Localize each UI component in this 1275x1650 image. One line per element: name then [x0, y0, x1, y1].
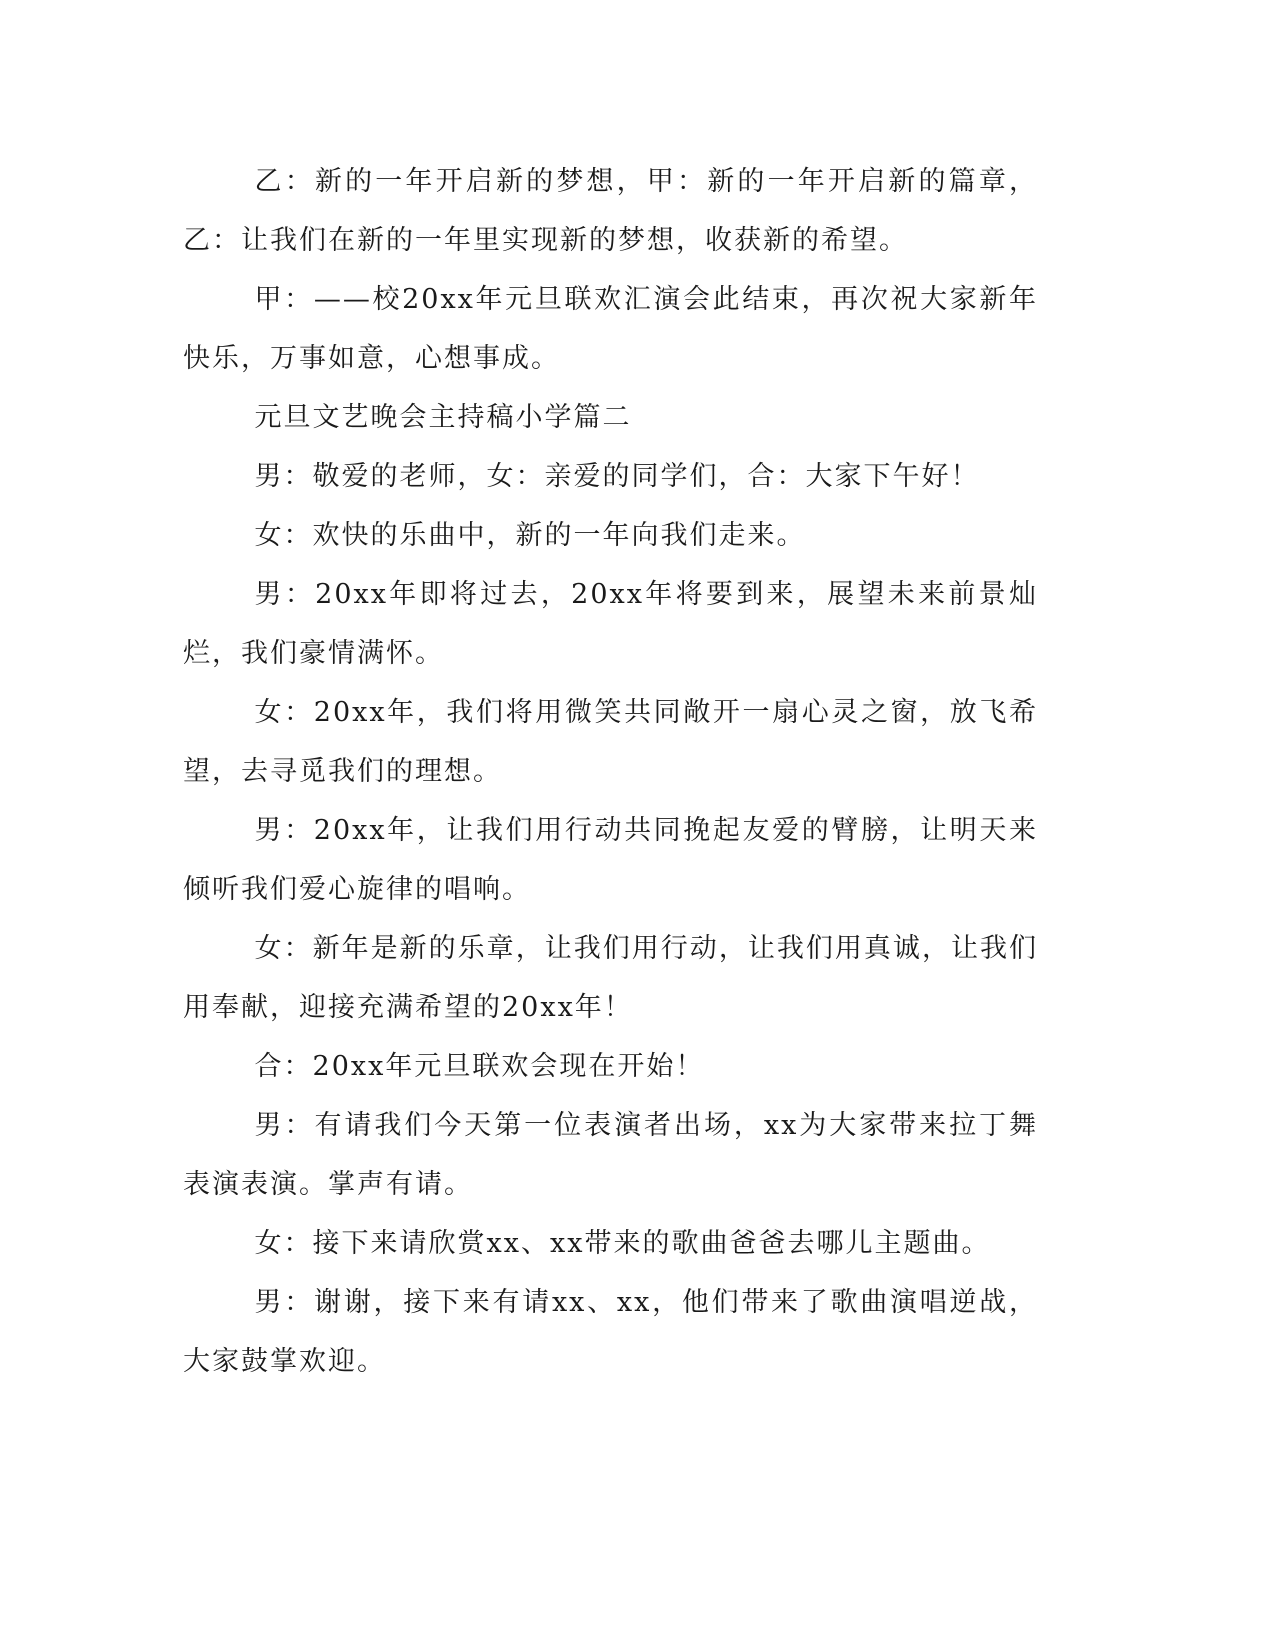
paragraph-smile-window: 女：20xx年，我们将用微笑共同敞开一扇心灵之窗，放飞希望，去寻觅我们的理想。: [183, 697, 1038, 787]
paragraph-friendship: 男：20xx年，让我们用行动共同挽起友爱的臂膀，让明天来倾听我们爱心旋律的唱响。: [183, 815, 1038, 905]
paragraph-opening: 合：20xx年元旦联欢会现在开始！: [254, 1051, 705, 1082]
paragraph-song: 女：接下来请欣赏xx、xx带来的歌曲爸爸去哪儿主题曲。: [254, 1228, 991, 1259]
document-body: [183, 152, 1038, 1391]
paragraph-closing-wishes: 甲：——校20xx年元旦联欢汇演会此结束，再次祝大家新年快乐，万事如意，心想事成。: [183, 284, 1038, 374]
paragraph-new-chapter: 女：新年是新的乐章，让我们用行动，让我们用真诚，让我们用奉献，迎接充满希望的20xx年！: [183, 933, 1038, 1023]
paragraph-music: 女：欢快的乐曲中，新的一年向我们走来。: [254, 520, 806, 551]
paragraph-next-performance: 男：谢谢，接下来有请xx、xx，他们带来了歌曲演唱逆战，大家鼓掌欢迎。: [183, 1287, 1038, 1377]
section-heading: 元旦文艺晚会主持稿小学篇二: [254, 402, 632, 433]
paragraph-greeting: 男：敬爱的老师，女：亲爱的同学们，合：大家下午好！: [254, 461, 980, 492]
paragraph-year-passing: 男：20xx年即将过去，20xx年将要到来，展望未来前景灿烂，我们豪情满怀。: [183, 579, 1038, 669]
paragraph-first-performer: 男：有请我们今天第一位表演者出场，xx为大家带来拉丁舞表演表演。掌声有请。: [183, 1110, 1038, 1200]
paragraph-closing-dialogue: 乙：新的一年开启新的梦想，甲：新的一年开启新的篇章，乙：让我们在新的一年里实现新的梦想，收获新的希望。: [183, 166, 1038, 256]
